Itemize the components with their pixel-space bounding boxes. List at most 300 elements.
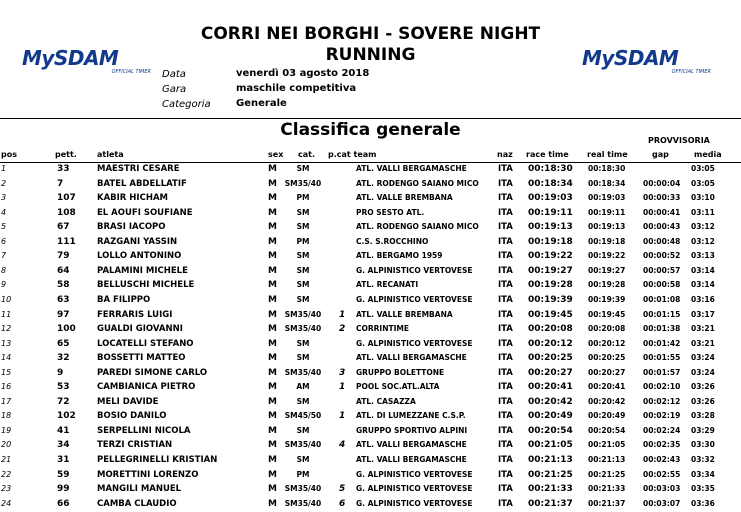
row-gap: 00:03:07 (643, 498, 681, 508)
row-cat: SM35/40 (284, 440, 322, 450)
row-naz: ITA (498, 484, 513, 495)
row-cat: SM (296, 338, 310, 348)
row-race-time: 00:21:33 (528, 484, 573, 495)
row-team: PRO SESTO ATL. (356, 207, 425, 217)
row-media: 03:32 (691, 455, 715, 464)
row-sex: M (268, 294, 277, 305)
row-race-time: 00:19:39 (528, 294, 573, 305)
table-row (0, 353, 741, 366)
row-naz: ITA (498, 294, 513, 305)
row-pcat: 2 (339, 324, 346, 335)
event-title-line2: RUNNING (325, 45, 416, 65)
row-cat: PM (296, 236, 310, 246)
row-gap: 00:01:57 (643, 367, 681, 377)
row-sex: M (268, 309, 277, 320)
table-row (0, 382, 741, 395)
row-team: G. ALPINISTICO VERTOVESE (356, 498, 473, 508)
row-race-time: 00:19:22 (528, 251, 573, 262)
row-gap: 00:02:12 (643, 396, 681, 406)
status-label: PROVVISORIA (648, 136, 710, 145)
row-team: ATL. DI LUMEZZANE C.S.P. (356, 411, 466, 421)
col-pett: pett. (55, 150, 77, 159)
row-gap: 00:01:42 (643, 338, 681, 348)
row-media: 03:24 (691, 367, 715, 377)
row-pos: 6 (1, 236, 7, 246)
row-cat: SM35/40 (284, 324, 322, 334)
row-naz: ITA (498, 396, 513, 407)
logo-brand-text: MySDAM (22, 46, 119, 70)
row-media: 03:17 (691, 309, 715, 319)
row-real-time: 00:19:27 (588, 265, 626, 275)
row-pos: 12 (1, 324, 12, 334)
row-pett: 79 (57, 251, 70, 262)
row-pett: 33 (57, 164, 70, 174)
row-sex: M (268, 236, 277, 247)
col-atleta: atleta (97, 150, 124, 159)
row-race-time: 00:19:11 (528, 207, 573, 218)
row-sex: M (268, 222, 277, 233)
row-team: ATL. VALLI BERGAMASCHE (356, 353, 467, 363)
row-naz: ITA (498, 222, 513, 233)
row-real-time: 00:21:33 (588, 484, 626, 494)
row-sex: M (268, 425, 277, 436)
row-media: 03:16 (691, 294, 715, 304)
row-pett: 107 (57, 193, 76, 204)
row-gap: 00:00:52 (643, 251, 681, 261)
row-pos: 24 (1, 498, 12, 508)
row-naz: ITA (498, 353, 513, 364)
row-media: 03:35 (691, 484, 715, 494)
row-race-time: 00:21:05 (528, 440, 573, 451)
row-cat: PM (296, 193, 310, 203)
row-naz: ITA (498, 251, 513, 262)
row-cat: SM (296, 251, 310, 261)
event-title-line1: CORRI NEI BORGHI - SOVERE NIGHT (200, 24, 541, 44)
row-team: ATL. BERGAMO 1959 (356, 251, 443, 261)
row-pos: 15 (1, 367, 12, 377)
row-sex: M (268, 251, 277, 262)
row-race-time: 00:20:27 (528, 367, 573, 378)
row-pcat: 5 (339, 484, 346, 495)
row-atleta: PALAMINI MICHELE (97, 265, 188, 276)
row-atleta: EL AOUFI SOUFIANE (97, 207, 193, 218)
row-pos: 23 (1, 484, 12, 494)
row-race-time: 00:18:30 (528, 164, 573, 174)
row-gap: 00:00:04 (643, 178, 681, 188)
row-team: ATL. VALLI BERGAMASCHE (356, 164, 467, 173)
row-race-time: 00:19:27 (528, 265, 573, 276)
row-gap: 00:03:03 (643, 484, 681, 494)
row-team: ATL. VALLE BREMBANA (356, 309, 453, 319)
row-real-time: 00:20:25 (588, 353, 626, 363)
row-naz: ITA (498, 164, 513, 174)
row-real-time: 00:20:12 (588, 338, 626, 348)
row-atleta: MORETTINI LORENZO (97, 469, 199, 480)
row-media: 03:29 (691, 425, 715, 435)
row-media: 03:05 (691, 178, 715, 188)
row-race-time: 00:20:12 (528, 338, 573, 349)
row-pos: 17 (1, 396, 12, 406)
row-real-time: 00:21:13 (588, 455, 626, 464)
row-real-time: 00:21:05 (588, 440, 626, 450)
row-atleta: FERRARIS LUIGI (97, 309, 173, 320)
row-pos: 18 (1, 411, 12, 421)
table-row (0, 222, 741, 235)
row-real-time: 00:19:03 (588, 193, 626, 203)
table-row (0, 411, 741, 424)
row-real-time: 00:19:11 (588, 207, 626, 217)
row-race-time: 00:18:34 (528, 178, 573, 189)
row-atleta: LOLLO ANTONINO (97, 251, 182, 262)
row-race-time: 00:19:03 (528, 193, 573, 204)
table-row (0, 499, 741, 512)
row-media: 03:13 (691, 251, 715, 261)
row-gap: 00:00:57 (643, 265, 681, 275)
row-sex: M (268, 396, 277, 407)
table-row (0, 193, 741, 206)
row-race-time: 00:20:41 (528, 382, 573, 393)
row-real-time: 00:19:18 (588, 236, 626, 246)
row-naz: ITA (498, 309, 513, 320)
row-cat: SM (296, 280, 310, 290)
row-gap: 00:02:35 (643, 440, 681, 450)
col-pos: pos (1, 150, 17, 159)
row-race-time: 00:20:54 (528, 425, 573, 436)
row-cat: SM (296, 265, 310, 275)
row-atleta: GUALDI GIOVANNI (97, 324, 183, 335)
row-pcat: 1 (339, 309, 346, 320)
row-pos: 11 (1, 309, 12, 319)
row-gap: 00:02:55 (643, 469, 681, 479)
table-row (0, 179, 741, 192)
meta-value-data: venerdì 03 agosto 2018 (236, 68, 370, 79)
row-pett: 53 (57, 382, 70, 393)
row-sex: M (268, 382, 277, 393)
row-gap: 00:02:19 (643, 411, 681, 421)
row-pos: 20 (1, 440, 12, 450)
row-media: 03:28 (691, 411, 715, 421)
meta-label-gara: Gara (162, 84, 187, 95)
logo-sub-text: OFFICIAL TIMER (111, 69, 151, 75)
row-sex: M (268, 367, 277, 378)
table-row (0, 426, 741, 439)
meta-label-data: Data (162, 69, 186, 80)
row-pett: 102 (57, 411, 76, 422)
row-media: 03:26 (691, 382, 715, 392)
table-row (0, 397, 741, 410)
row-real-time: 00:20:49 (588, 411, 626, 421)
row-atleta: MANGILI MANUEL (97, 484, 182, 495)
row-atleta: TERZI CRISTIAN (97, 440, 173, 451)
row-pett: 72 (57, 396, 70, 407)
row-sex: M (268, 280, 277, 291)
row-sex: M (268, 411, 277, 422)
row-media: 03:10 (691, 193, 715, 203)
row-atleta: LOCATELLI STEFANO (97, 338, 194, 349)
row-naz: ITA (498, 265, 513, 276)
row-team: G. ALPINISTICO VERTOVESE (356, 484, 473, 494)
row-race-time: 00:19:45 (528, 309, 573, 320)
table-header-divider (0, 162, 741, 163)
row-sex: M (268, 207, 277, 218)
row-cat: SM (296, 222, 310, 232)
row-pett: 41 (57, 425, 70, 436)
row-atleta: BATEL ABDELLATIF (97, 178, 187, 189)
row-race-time: 00:19:13 (528, 222, 573, 233)
row-atleta: KABIR HICHAM (97, 193, 168, 204)
row-real-time: 00:20:08 (588, 324, 626, 334)
row-sex: M (268, 178, 277, 189)
row-sex: M (268, 498, 277, 509)
row-media: 03:26 (691, 396, 715, 406)
row-naz: ITA (498, 411, 513, 422)
row-pcat: 1 (339, 382, 346, 393)
row-pett: 32 (57, 353, 70, 364)
row-media: 03:21 (691, 338, 715, 348)
row-pos: 16 (1, 382, 12, 392)
row-atleta: BRASI IACOPO (97, 222, 166, 233)
row-atleta: CAMBIANICA PIETRO (97, 382, 196, 393)
row-team: G. ALPINISTICO VERTOVESE (356, 338, 473, 348)
row-team: GRUPPO SPORTIVO ALPINI (356, 425, 468, 435)
row-pos: 19 (1, 425, 12, 435)
col-media: media (694, 150, 722, 159)
row-gap: 00:00:43 (643, 222, 681, 232)
row-pos: 21 (1, 455, 12, 464)
table-row (0, 164, 741, 177)
row-cat: SM (296, 207, 310, 217)
row-real-time: 00:20:41 (588, 382, 626, 392)
row-real-time: 00:20:54 (588, 425, 626, 435)
row-gap: 00:01:55 (643, 353, 681, 363)
row-pcat: 6 (339, 498, 346, 509)
row-sex: M (268, 193, 277, 204)
row-atleta: SERPELLINI NICOLA (97, 425, 191, 436)
table-row (0, 280, 741, 293)
row-real-time: 00:19:22 (588, 251, 626, 261)
row-media: 03:30 (691, 440, 715, 450)
row-pett: 34 (57, 440, 70, 451)
row-atleta: PELLEGRINELLI KRISTIAN (97, 455, 218, 465)
row-naz: ITA (498, 455, 513, 465)
row-team: CORRINTIME (356, 324, 409, 334)
table-row (0, 339, 741, 352)
col-naz: naz (497, 150, 513, 159)
row-team: ATL. VALLI BERGAMASCHE (356, 440, 467, 450)
meta-value-gara: maschile competitiva (236, 83, 357, 94)
table-row (0, 470, 741, 483)
row-gap: 00:02:10 (643, 382, 681, 392)
row-race-time: 00:19:28 (528, 280, 573, 291)
logo-brand-text: MySDAM (582, 46, 679, 70)
row-atleta: BOSSETTI MATTEO (97, 353, 186, 364)
row-media: 03:14 (691, 280, 715, 290)
row-cat: SM35/40 (284, 367, 322, 377)
row-naz: ITA (498, 324, 513, 335)
row-race-time: 00:20:42 (528, 396, 573, 407)
table-row (0, 251, 741, 264)
row-atleta: MAESTRI CESARE (97, 164, 180, 174)
table-row (0, 295, 741, 308)
row-real-time: 00:19:13 (588, 222, 626, 232)
row-pett: 9 (57, 367, 64, 378)
row-team: G. ALPINISTICO VERTOVESE (356, 469, 473, 479)
row-real-time: 00:21:37 (588, 498, 626, 508)
row-media: 03:12 (691, 236, 715, 246)
row-naz: ITA (498, 498, 513, 509)
row-media: 03:24 (691, 353, 715, 363)
row-pos: 10 (1, 294, 12, 304)
row-naz: ITA (498, 338, 513, 349)
row-sex: M (268, 353, 277, 364)
row-pett: 99 (57, 484, 70, 495)
row-media: 03:36 (691, 498, 715, 508)
row-team: C.S. S.ROCCHINO (356, 236, 429, 246)
col-cat: cat. (298, 150, 316, 159)
row-media: 03:21 (691, 324, 715, 334)
row-pett: 58 (57, 280, 70, 291)
logo-sub-text: OFFICIAL TIMER (671, 69, 711, 75)
row-pos: 14 (1, 353, 12, 363)
row-media: 03:05 (691, 164, 715, 173)
row-cat: SM (296, 353, 310, 363)
row-pett: 63 (57, 294, 70, 305)
row-sex: M (268, 440, 277, 451)
row-sex: M (268, 455, 277, 465)
row-naz: ITA (498, 178, 513, 189)
row-real-time: 00:18:34 (588, 178, 626, 188)
row-naz: ITA (498, 193, 513, 204)
row-pett: 66 (57, 498, 70, 509)
col-sex: sex (268, 150, 284, 159)
table-row (0, 455, 741, 468)
row-team: G. ALPINISTICO VERTOVESE (356, 265, 473, 275)
row-cat: SM (296, 455, 310, 464)
row-race-time: 00:21:25 (528, 469, 573, 480)
row-cat: SM35/40 (284, 178, 322, 188)
row-race-time: 00:19:18 (528, 236, 573, 247)
row-pett: 59 (57, 469, 70, 480)
table-row (0, 310, 741, 323)
row-naz: ITA (498, 425, 513, 436)
col-real-time: real time (587, 150, 628, 159)
row-real-time: 00:19:28 (588, 280, 626, 290)
row-pett: 67 (57, 222, 70, 233)
row-gap: 00:01:15 (643, 309, 681, 319)
row-race-time: 00:20:49 (528, 411, 573, 422)
row-cat: SM (296, 164, 310, 173)
row-pos: 4 (1, 207, 7, 217)
meta-label-categoria: Categoria (162, 99, 211, 110)
row-team: ATL. VALLI BERGAMASCHE (356, 455, 467, 464)
row-media: 03:14 (691, 265, 715, 275)
row-pcat: 3 (339, 367, 346, 378)
row-naz: ITA (498, 236, 513, 247)
row-sex: M (268, 469, 277, 480)
table-row (0, 368, 741, 381)
row-pcat: 1 (339, 411, 346, 422)
row-sex: M (268, 164, 277, 174)
row-pos: 1 (1, 164, 7, 173)
row-sex: M (268, 338, 277, 349)
col-gap: gap (652, 150, 669, 159)
table-row (0, 208, 741, 221)
row-atleta: BELLUSCHI MICHELE (97, 280, 195, 291)
row-pett: 31 (57, 455, 70, 465)
row-cat: SM45/50 (284, 411, 322, 421)
row-pos: 3 (1, 193, 7, 203)
row-cat: SM35/40 (284, 498, 322, 508)
row-real-time: 00:20:27 (588, 367, 626, 377)
row-pos: 22 (1, 469, 12, 479)
row-sex: M (268, 265, 277, 276)
row-gap: 00:02:24 (643, 425, 681, 435)
col-race-time: race time (526, 150, 569, 159)
row-real-time: 00:20:42 (588, 396, 626, 406)
row-pett: 97 (57, 309, 70, 320)
row-race-time: 00:21:37 (528, 498, 573, 509)
row-pos: 13 (1, 338, 12, 348)
row-naz: ITA (498, 469, 513, 480)
row-pett: 108 (57, 207, 76, 218)
row-real-time: 00:21:25 (588, 469, 626, 479)
row-pett: 65 (57, 338, 70, 349)
row-team: G. ALPINISTICO VERTOVESE (356, 294, 473, 304)
row-naz: ITA (498, 207, 513, 218)
row-atleta: PAREDI SIMONE CARLO (97, 367, 208, 378)
meta-value-categoria: Generale (236, 98, 287, 109)
row-pos: 7 (1, 251, 7, 261)
row-atleta: RAZGANI YASSIN (97, 236, 178, 247)
row-team: GRUPPO BOLETTONE (356, 367, 445, 377)
row-cat: SM (296, 425, 310, 435)
table-row (0, 237, 741, 250)
row-gap: 00:00:33 (643, 193, 681, 203)
row-gap: 00:00:41 (643, 207, 681, 217)
row-team: ATL. VALLE BREMBANA (356, 193, 453, 203)
row-race-time: 00:20:08 (528, 324, 573, 335)
row-cat: AM (296, 382, 310, 392)
table-row (0, 440, 741, 453)
row-gap: 00:00:58 (643, 280, 681, 290)
row-atleta: CAMBA CLAUDIO (97, 498, 177, 509)
row-real-time: 00:19:45 (588, 309, 626, 319)
header-divider (0, 118, 741, 119)
row-naz: ITA (498, 382, 513, 393)
row-cat: SM35/40 (284, 309, 322, 319)
row-team: ATL. CASAZZA (356, 396, 416, 406)
row-gap: 00:01:08 (643, 294, 681, 304)
row-sex: M (268, 324, 277, 335)
row-atleta: BA FILIPPO (97, 294, 151, 305)
row-gap: 00:00:48 (643, 236, 681, 246)
row-pos: 8 (1, 265, 7, 275)
row-race-time: 00:20:25 (528, 353, 573, 364)
table-row (0, 324, 741, 337)
row-media: 03:11 (691, 207, 715, 217)
row-gap: 00:02:43 (643, 455, 681, 464)
row-real-time: 00:19:39 (588, 294, 626, 304)
row-cat: SM35/40 (284, 484, 322, 494)
row-pos: 5 (1, 222, 7, 232)
row-sex: M (268, 484, 277, 495)
row-naz: ITA (498, 367, 513, 378)
row-pos: 9 (1, 280, 7, 290)
row-team: ATL. RODENGO SAIANO MICO (356, 178, 479, 188)
row-atleta: BOSIO DANILO (97, 411, 167, 422)
row-team: ATL. RECANATI (356, 280, 419, 290)
row-team: ATL. RODENGO SAIANO MICO (356, 222, 479, 232)
